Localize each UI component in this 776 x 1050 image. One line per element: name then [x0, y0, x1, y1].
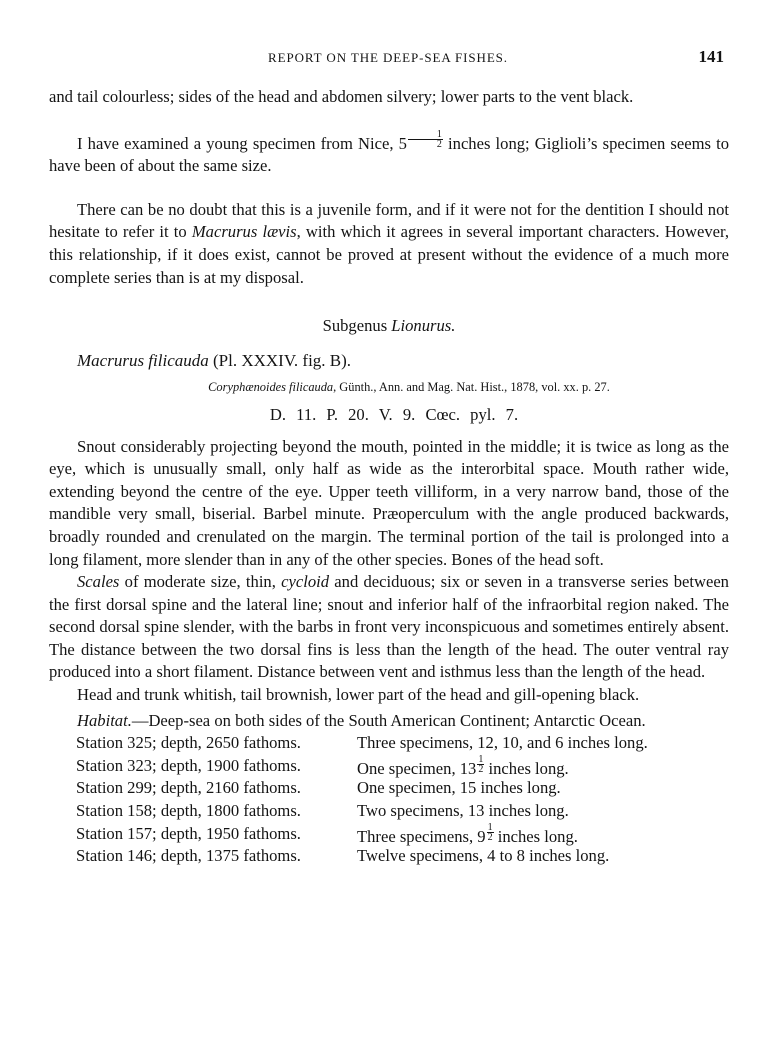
- station-specimens: [357, 755, 569, 778]
- habitat-label: Habitat.: [77, 710, 132, 730]
- fraction-numerator: 1: [408, 130, 443, 140]
- station-specimens: Twelve specimens, 4 to 8 inches long.: [357, 846, 610, 866]
- habitat-paragraph: [49, 710, 729, 733]
- scales-lead: Scales: [77, 572, 120, 592]
- synonym-citation: [49, 376, 729, 399]
- paragraph-scales: [49, 571, 729, 684]
- station-row: [49, 823, 729, 846]
- paragraph-colour: Head and trunk whitish, tail brownish, lower part of the head and gill-opening black.: [77, 685, 640, 705]
- station-location: Station 323; depth, 1900 fathoms.: [76, 755, 301, 775]
- paragraph-snout: Snout considerably projecting beyond the mouth, pointed in the middle; it is twice as long as the eye, which is unusually small, only half as wide as the interorbital space. Mouth rather wide, extending beyond the centre of the eye. Upper teeth villiform, in a very narrow band, those of the mandible very small, biserial. Barbel minute. Præoperculum with the angle produced backwards, broadly rounded and crenulated on the margin. The terminal portion of the tail is prolonged into a long filament, more slender than in any of the other species. Bones of the head soft.: [49, 436, 729, 569]
- station-specimens: [357, 823, 578, 846]
- paragraph-nice-specimen: [49, 130, 729, 178]
- subgenus-name: Lionurus.: [391, 316, 456, 336]
- paragraph-text: of moderate size, thin,: [119, 572, 282, 592]
- species-heading: [49, 350, 729, 373]
- running-head: REPORT ON THE DEEP-SEA FISHES.: [268, 50, 508, 65]
- fraction-denominator: 2: [478, 763, 484, 775]
- specimen-text: inches long.: [484, 758, 569, 778]
- fin-formula: D. 11. P. 20. V. 9. Cœc. pyl. 7.: [269, 404, 519, 424]
- fraction: [408, 130, 443, 149]
- paragraph-continuation: and tail colourless; sides of the head and abdomen silvery; lower parts to the vent black.: [49, 87, 634, 106]
- cycloid-term: cycloid: [281, 572, 330, 592]
- citation-text: , Günth., Ann. and Mag. Nat. Hist., 1878, vol. xx. p. 27.: [333, 380, 610, 395]
- station-row: [49, 800, 729, 823]
- subgenus-heading: [49, 315, 729, 338]
- station-location: Station 158; depth, 1800 fathoms.: [76, 801, 301, 821]
- species-reference: Macrurus lævis: [191, 222, 297, 242]
- page-header: [0, 47, 776, 69]
- paragraph-text: , with which it agrees in several important characters. However, this relationship, if it does exist, cannot be proved at present without the evidence of a much more complete series than is at my disposal.: [49, 222, 729, 287]
- station-row: [49, 732, 729, 755]
- paragraph-text: There can be no doubt that this is a juvenile form, and if it were not for the dentition I should not hesitate to refer it to: [49, 199, 729, 242]
- subgenus-label: Subgenus: [322, 316, 392, 336]
- fraction: [487, 823, 494, 842]
- page-number: 141: [698, 47, 724, 66]
- fraction-numerator: 1: [478, 753, 484, 765]
- specimen-text: Three specimens, 9: [357, 826, 486, 846]
- station-specimens: One specimen, 15 inches long.: [357, 778, 561, 798]
- station-location: Station 299; depth, 2160 fathoms.: [76, 778, 301, 798]
- station-specimens: Three specimens, 12, 10, and 6 inches long.: [357, 733, 648, 753]
- fraction-denominator: 2: [436, 138, 442, 150]
- fraction-denominator: 2: [487, 831, 493, 843]
- specimen-text: inches long.: [493, 826, 578, 846]
- plate-reference: (Pl. XXXIV. fig. B).: [208, 350, 352, 370]
- station-row: [49, 845, 729, 868]
- fraction-numerator: 1: [487, 821, 493, 833]
- station-location: Station 325; depth, 2650 fathoms.: [76, 733, 301, 753]
- station-list: [49, 732, 729, 868]
- paragraph-text: I have examined a young specimen from Nice, 5: [77, 133, 407, 153]
- habitat-text: —Deep-sea on both sides of the South American Continent; Antarctic Ocean.: [131, 710, 646, 730]
- station-location: Station 157; depth, 1950 fathoms.: [76, 823, 301, 843]
- paragraph-juvenile-form: [49, 199, 729, 289]
- paragraph-text: inches long; Giglioli’s specimen seems to have been of about the same size.: [49, 133, 729, 176]
- station-row: [49, 777, 729, 800]
- paragraph-text: and deciduous; six or seven in a transverse series between the first dorsal spine and the lateral line; snout and inferior half of the infraorbital region naked. The second dorsal spine slender, with the barbs in front very inconspicuous and sometimes entirely absent. The distance between the two dorsal fins is less than the length of the head. The outer ventral ray produced into a short filament. Distance between vent and isthmus less than the length of the head.: [49, 572, 729, 682]
- specimen-text: One specimen, 13: [357, 758, 477, 778]
- synonym-name: Coryphænoides filicauda: [208, 380, 334, 395]
- station-specimens: Two specimens, 13 inches long.: [357, 801, 569, 821]
- body-text: [49, 86, 729, 868]
- station-location: Station 146; depth, 1375 fathoms.: [76, 846, 301, 866]
- species-name: Macrurus filicauda: [77, 350, 209, 370]
- station-row: [49, 755, 729, 778]
